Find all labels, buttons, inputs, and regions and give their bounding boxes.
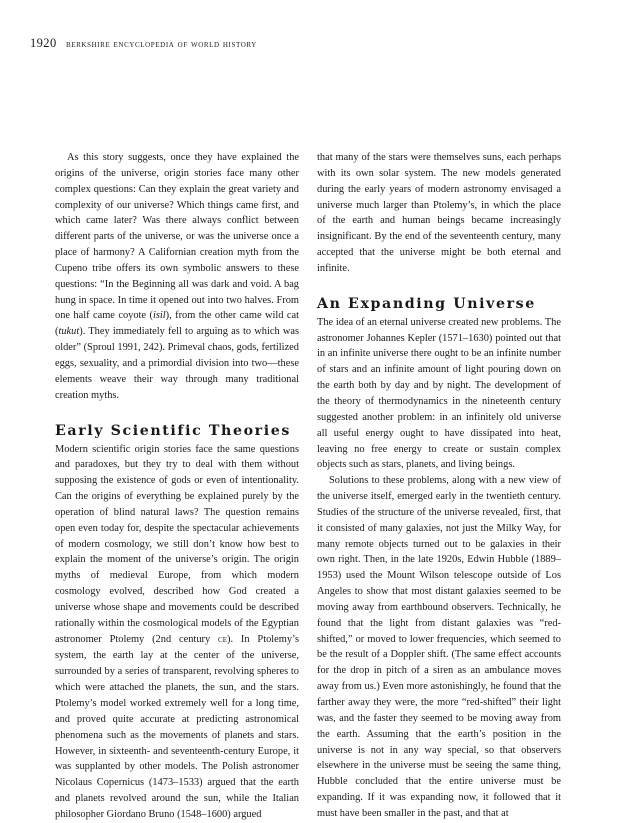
body-paragraph: As this story suggests, once they have explained the origins of the universe, origin stories face many other complex questions: Can they explain the great variety and complexity of our universe? Which things came first, and which came later? Was there always conflict between different parts of the universe, or was the universe once a place of harmony? A Californian creation myth from the Cupeno tribe offers its own symbolic answers to these questions: “In the Beginning all was dark and void. A bag hung in space. In time it opened out into two halves. From one half came coyote (isil), from the other came wild cat (tukut). They immediately fell to arguing as to which was older” (Sproul 1991, 242). Primeval chaos, gods, fertilized eggs, sexuality, and a primordial division into two—these elements weave their way through many traditional creation myths. bbox=[55, 152, 300, 401]
right-column bbox=[317, 150, 561, 822]
body-paragraph: Modern scientific origin stories face the same questions and paradoxes, but they try to deal with them without supposing the existence of gods or even of intentionality. Can the origins of everything be explained purely by the operation of blind natural laws? The question remains open even today for, despite the spectacular achievements of modern cosmology, we still don’t know how best to explain the moment of the universe’s origin. The origin myths of medieval Europe, from which modern cosmology evolved, described how God created a universe whose shape and movements could be described rationally within the cosmological models of the Egyptian astronomer Ptolemy (2nd century ce). In Ptolemy’s system, the earth lay at the center of the universe, surrounded by a series of transparent, revolving spheres to which were attached the planets, the sun, and the stars. Ptolemy’s model worked extremely well for a long time, and proved quite accurate at predicting astronomical phenomena such as the movements of planets and stars. However, in sixteenth- and seventeenth-century Europe, it was supplanted by other models. The Polish astronomer Nicolaus Copernicus (1473–1533) argued that the earth and planets revolved around the sun, while the Italian philosopher Giordano Bruno (1548–1600) argued bbox=[55, 443, 299, 820]
page-number: 1920 bbox=[30, 36, 57, 50]
left-column bbox=[55, 150, 299, 823]
body-paragraph: that many of the stars were themselves suns, each perhaps with its own solar system. The new models generated during the early years of modern astronomy envisaged a universe much larger than Ptolemy’s, in which the place of the earth and human beings became increasingly insignificant. By the end of the seventeenth century, many accepted that the universe might be both eternal and infinite. bbox=[317, 152, 561, 274]
publication-title: berkshire encyclopedia of world history bbox=[66, 39, 257, 50]
section-heading: Early Scientific Theories bbox=[55, 422, 291, 439]
body-paragraph: Solutions to these problems, along with a new view of the universe itself, emerged early in the twentieth century. Studies of the structure of the universe revealed, first, that it consisted of many galaxies, not just the Milky Way, for many remote objects turned out to be galaxies in their own right. Then, in the late 1920s, Edwin Hubble (1889–1953) used the Mount Wilson telescope outside of Los Angeles to show that most distant galaxies seemed to be moving away from earthbound observers. Technically, he found that the light from distant galaxies was “red-shifted,” or moved to lower frequencies, which seemed to be the result of a Doppler shift. (The same effect accounts for the drop in pitch of a siren as an ambulance moves away from us.) Even more astonishingly, he found that the farther away they were, the more “red-shifted” their light was, and the faster they seemed to be moving away from the earth. Assuming that the earth’s position in the universe is not in any way special, so that observers elsewhere in the universe must be seeing the same thing, Hubble concluded that the entire universe must be expanding. If it was expanding now, it followed that it must have been smaller in the past, and that at bbox=[317, 475, 561, 819]
section-heading: An Expanding Universe bbox=[317, 295, 536, 312]
body-paragraph: The idea of an eternal universe created new problems. The astronomer Johannes Kepler (1571–1630) pointed out that in an infinite universe there ought to be an infinite number of stars and an infinite amount of light pouring down on the earth both by day and by night. The development of the theory of thermodynamics in the nineteenth century suggested another problem: in an infinitely old universe all useful energy ought to have dissipated into heat, leaving no free energy to create or sustain complex objects such as stars, planets, and living beings. bbox=[317, 316, 561, 471]
running-head bbox=[30, 36, 257, 51]
